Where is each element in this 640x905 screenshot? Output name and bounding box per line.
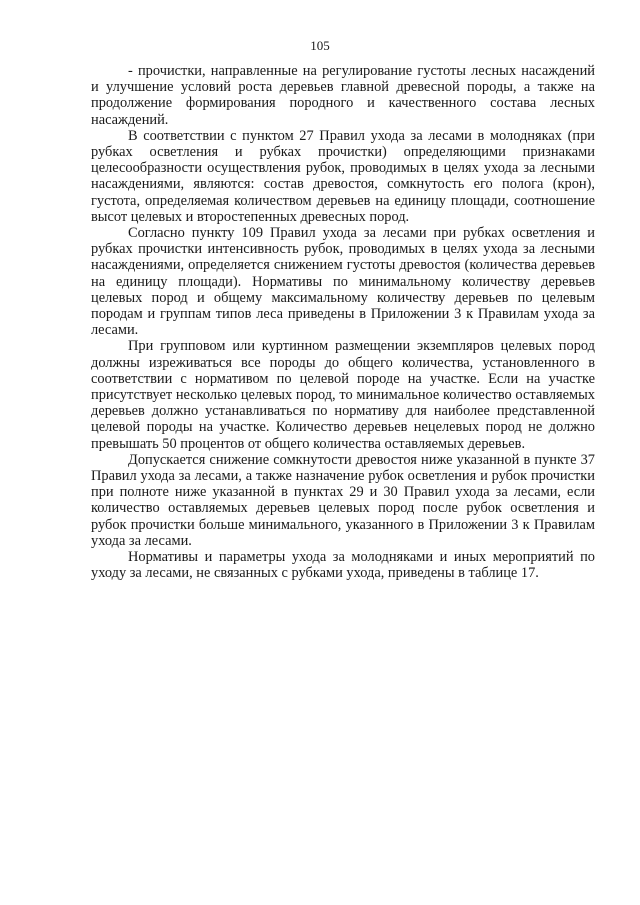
paragraph: Нормативы и параметры ухода за молодняками и иных мероприятий по уходу за лесами, не связанных с рубками ухода, приведены в таблице 17.	[91, 549, 595, 582]
paragraph: Допускается снижение сомкнутости древостоя ниже указанной в пункте 37 Правил ухода за лесами, а также назначение рубок осветления и рубок прочистки при полноте ниже указанной в пунктах 29 и 30 Правил ухода за лесами, если количество оставляемых деревьев целевых пород после рубок осветления и рубок прочистки больше минимального, указанного в Приложении 3 к Правилам ухода за лесами.	[91, 451, 595, 549]
paragraph: Согласно пункту 109 Правил ухода за лесами при рубках осветления и рубках прочистки интенсивность рубок, проводимых в целях ухода за лесными насаждениями, определяется снижением густоты древостоя (количества деревьев на единицу площади). Нормативы по минимальному количеству деревьев целевых пород и общему максимальному количеству деревьев по целевым породам и группам типов леса приведены в Приложении 3 к Правилам ухода за лесами.	[91, 225, 595, 339]
page-number: 105	[310, 38, 330, 53]
paragraph: При групповом или куртинном размещении экземпляров целевых пород должны изреживаться все породы до общего количества, установленного в соответствии с нормативом по целевой породе на участке. Если на участке присутствует несколько целевых пород, то минимальное количество оставляемых деревьев должно устанавливаться по нормативу для наиболее представленной целевой породы на участке. Количество деревьев нецелевых пород не должно превышать 50 процентов от общего количества оставляемых деревьев.	[91, 338, 595, 452]
paragraph: - прочистки, направленные на регулирование густоты лесных насаждений и улучшение условий роста деревьев главной древесной породы, а также на продолжение формирования породного и качественного состава лесных насаждений.	[91, 63, 595, 128]
document-body	[91, 63, 595, 582]
paragraph: В соответствии с пунктом 27 Правил ухода за лесами в молодняках (при рубках осветления и рубках прочистки) определяющими признаками целесообразности осуществления рубок, проводимых в целях ухода за лесными насаждениями, являются: состав древостоя, сомкнутость его полога (крон), густота, определяемая количеством деревьев на единицу площади, соотношение высот целевых и второстепенных древесных пород.	[91, 127, 595, 225]
